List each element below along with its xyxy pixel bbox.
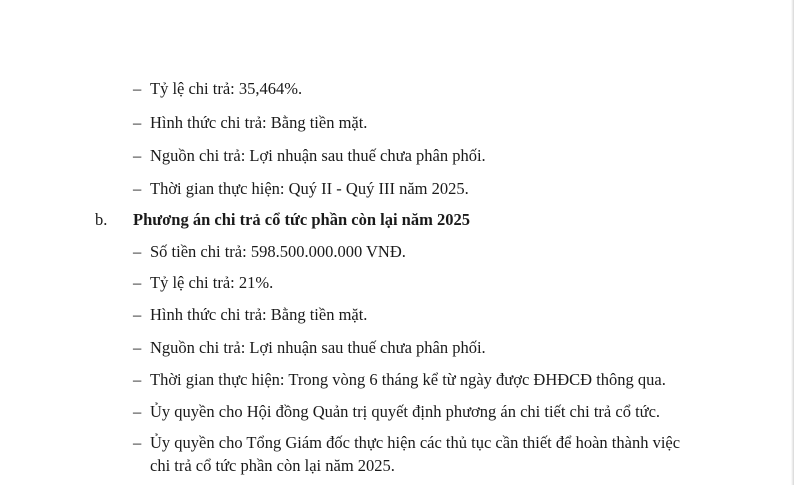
dash-bullet: – xyxy=(133,370,142,389)
list-item-text: Ủy quyền cho Tổng Giám đốc thực hiện các thủ tục cần thiết để hoàn thành việc xyxy=(150,433,681,452)
list-item-text: Nguồn chi trả: Lợi nhuận sau thuế chưa phân phối. xyxy=(150,338,486,357)
list-item-text: Hình thức chi trả: Bằng tiền mặt. xyxy=(150,113,368,132)
list-item-text: Thời gian thực hiện: Trong vòng 6 tháng kể từ ngày được ĐHĐCĐ thông qua. xyxy=(150,370,666,389)
dash-bullet: – xyxy=(133,433,142,452)
section-letter: b. xyxy=(95,210,108,229)
list-item-text: Thời gian thực hiện: Quý II - Quý III năm 2025. xyxy=(150,179,469,198)
dash-bullet: – xyxy=(133,146,142,165)
dash-bullet: – xyxy=(133,179,142,198)
dash-bullet: – xyxy=(133,338,142,357)
list-item-text: Nguồn chi trả: Lợi nhuận sau thuế chưa phân phối. xyxy=(150,146,486,165)
dash-bullet: – xyxy=(133,79,142,98)
list-item-text: Ủy quyền cho Hội đồng Quản trị quyết định phương án chi tiết chi trả cổ tức. xyxy=(150,402,661,421)
section-title: Phương án chi trả cổ tức phần còn lại năm 2025 xyxy=(133,210,470,229)
list-item-text: Tỷ lệ chi trả: 35,464%. xyxy=(150,79,303,98)
list-item-text: Số tiền chi trả: 598.500.000.000 VNĐ. xyxy=(150,242,406,261)
list-item-text: Hình thức chi trả: Bằng tiền mặt. xyxy=(150,305,368,324)
list-item-text: Tỷ lệ chi trả: 21%. xyxy=(150,273,274,292)
dash-bullet: – xyxy=(133,305,142,324)
dash-bullet: – xyxy=(133,242,142,261)
dash-bullet: – xyxy=(133,273,142,292)
dash-bullet: – xyxy=(133,402,142,421)
list-item-text: chi trả cổ tức phần còn lại năm 2025. xyxy=(150,456,395,475)
dash-bullet: – xyxy=(133,113,142,132)
